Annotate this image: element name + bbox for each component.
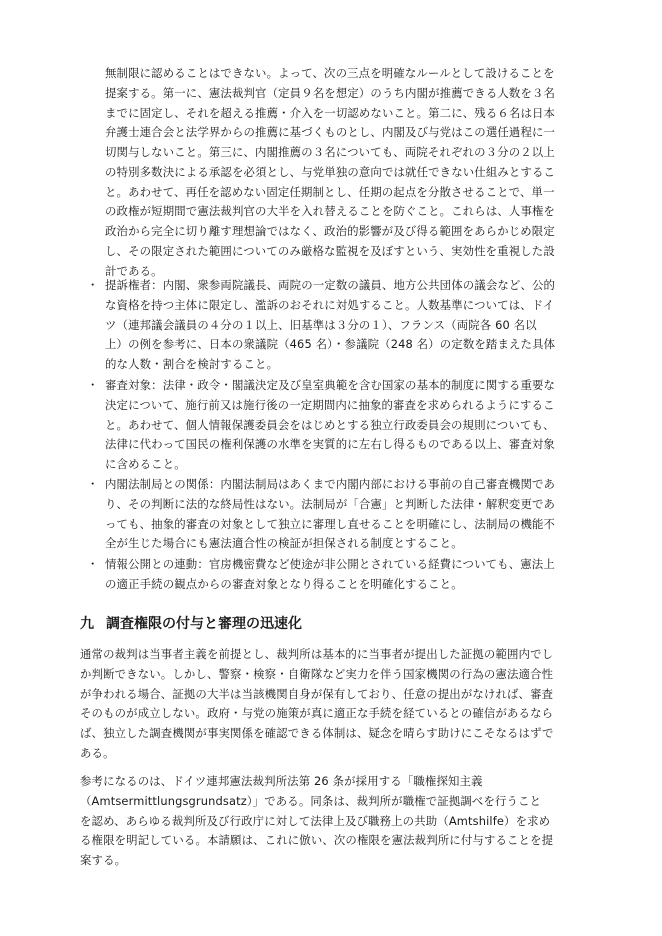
- bullet-text: [105, 376, 555, 475]
- section-title: 調査権限の付与と審理の迅速化: [106, 616, 302, 632]
- bullet-text: [105, 276, 555, 375]
- text-line: ツ（連邦議会議員の４分の１以上、旧基準は３分の１）、フランス（両院各 60 名以: [105, 317, 537, 332]
- body-paragraph-adversarial: [80, 645, 554, 764]
- text-line: と。あわせて、個人情報保護委員会をはじめとする独立行政委員会の規則についても、: [105, 417, 555, 432]
- section-number: 九: [80, 616, 94, 632]
- text-line: な資格を持つ主体に限定し、濫訴のおそれに対処すること。人数基準については、ドイ: [105, 297, 555, 312]
- text-line: と。あわせて、再任を認めない固定任期制とし、任期の起点を分散させることで、単一: [105, 184, 555, 199]
- text-line: ある。: [80, 745, 115, 760]
- text-line: る権限を明記している。本請願は、これに倣い、次の権限を憲法裁判所に付与することを提: [80, 833, 554, 848]
- bullet-marker: ・: [87, 278, 99, 292]
- text-line: し、その限定された範囲についてのみ厳格な監視を及ぼすという、実効性を重視した設: [105, 243, 555, 258]
- text-line: か判断できない。しかし、警察・検察・自衛隊など実力を伴う国家機関の行為の憲法適合性: [80, 666, 554, 681]
- bullet-marker: ・: [87, 378, 99, 392]
- text-line: 案する。: [80, 853, 127, 867]
- text-line: 参考になるのは、ドイツ連邦憲法裁判所法第 26 条が採用する「職権探知主義: [80, 774, 483, 788]
- text-line: 情報公開との連動：官房機密費など使途が非公開とされている経費についても、憲法上: [105, 557, 555, 571]
- text-line: 無制限に認めることはできない。よって、次の三点を明確なルールとして設けることを: [105, 66, 555, 80]
- text-line: そのものが成立しない。政府・与党の施策が真に適正な手続を経ているとの確信があるなら: [80, 706, 554, 721]
- text-line: り、その判断に法的な終局性はない。法制局が「合憲」と判断した法律・解釈変更であ: [105, 496, 556, 511]
- text-line: 全が生じた場合にも憲法適合性の検証が担保される制度とすること。: [105, 536, 463, 551]
- bullet-text: [105, 555, 555, 595]
- section-heading: [80, 614, 302, 634]
- text-line: 内閣法制局との関係：内閣法制局はあくまで内閣内部における事前の自己審査機関であ: [105, 477, 556, 491]
- text-line: に含めること。: [105, 457, 186, 471]
- text-line: の適正手続の観点からの審査対象となり得ることを明確化すること。: [105, 576, 463, 591]
- bullet-marker: ・: [87, 557, 99, 571]
- continuation-paragraph: [105, 64, 555, 281]
- text-line: 通常の裁判は当事者主義を前提とし、裁判所は基本的に当事者が提出した証拠の範囲内でし: [80, 647, 554, 661]
- text-line: （Amtsermittlungsgrundsatz）」である。同条は、裁判所が職権で証拠調べを行うこと: [80, 793, 542, 808]
- text-line: までに固定し、それを超える推薦・介入を一切認めないこと。第二に、残る６名は日本: [105, 105, 556, 120]
- text-line: 提案する。第一に、憲法裁判官（定員９名を想定）のうち内閣が推薦できる人数を３名: [105, 85, 556, 100]
- text-line: っても、抽象的審査の対象として独立に審理し直せることを明確にし、法制局の機能不: [105, 516, 556, 531]
- text-line: 計である。: [105, 263, 163, 278]
- text-line: ば、独立した調査機関が事実関係を確認できる体制は、疑念を晴らす助けにこそなるはずで: [80, 726, 554, 740]
- text-line: 審査対象：法律・政令・閣議決定及び皇室典範を含む国家の基本的制度に関する重要な: [105, 378, 556, 392]
- body-paragraph-german-reference: [80, 772, 553, 871]
- text-line: 政治から完全に切り離す理想論ではなく、政治的影響が及び得る範囲をあらかじめ限定: [105, 224, 555, 238]
- bullet-text: [105, 475, 555, 554]
- text-line: 決定について、施行前又は施行後の一定期間内に抽象的審査を求められるようにするこ: [105, 397, 555, 412]
- text-line: を認め、あらゆる裁判所及び行政庁に対して法律上及び職務上の共助（Amtshilfe）を求め: [80, 813, 551, 828]
- text-line: の特別多数決による承認を必須とし、与党単独の意向では就任できない仕組みとするこ: [105, 164, 556, 179]
- bullet-marker: ・: [87, 477, 99, 491]
- text-line: 法律に代わって国民の権利保護の水準を実質的に左右し得るものである以上、審査対象: [105, 437, 555, 452]
- text-line: が争われる場合、証拠の大半は当該機関自身が保有しており、任意の提出がなければ、審査: [80, 686, 554, 701]
- text-line: 上）の例を参考に、日本の衆議院（465 名）・参議院（248 名）の定数を踏まえた具体: [105, 337, 556, 352]
- text-line: 提訴権者：内閣、衆参両院議長、両院の一定数の議員、地方公共団体の議会など、公的: [105, 278, 556, 292]
- text-line: 切関与しないこと。第三に、内閣推薦の３名についても、両院それぞれの３分の２以上: [105, 145, 555, 159]
- text-line: の政権が短期間で憲法裁判官の大半を入れ替えることを防ぐこと。これらは、人事権を: [105, 204, 556, 219]
- text-line: 弁護士連合会と法学界からの推薦に基づくものとし、内閣及び与党はこの選任過程に一: [105, 125, 556, 140]
- text-line: 的な人数・割合を検討すること。: [105, 357, 279, 371]
